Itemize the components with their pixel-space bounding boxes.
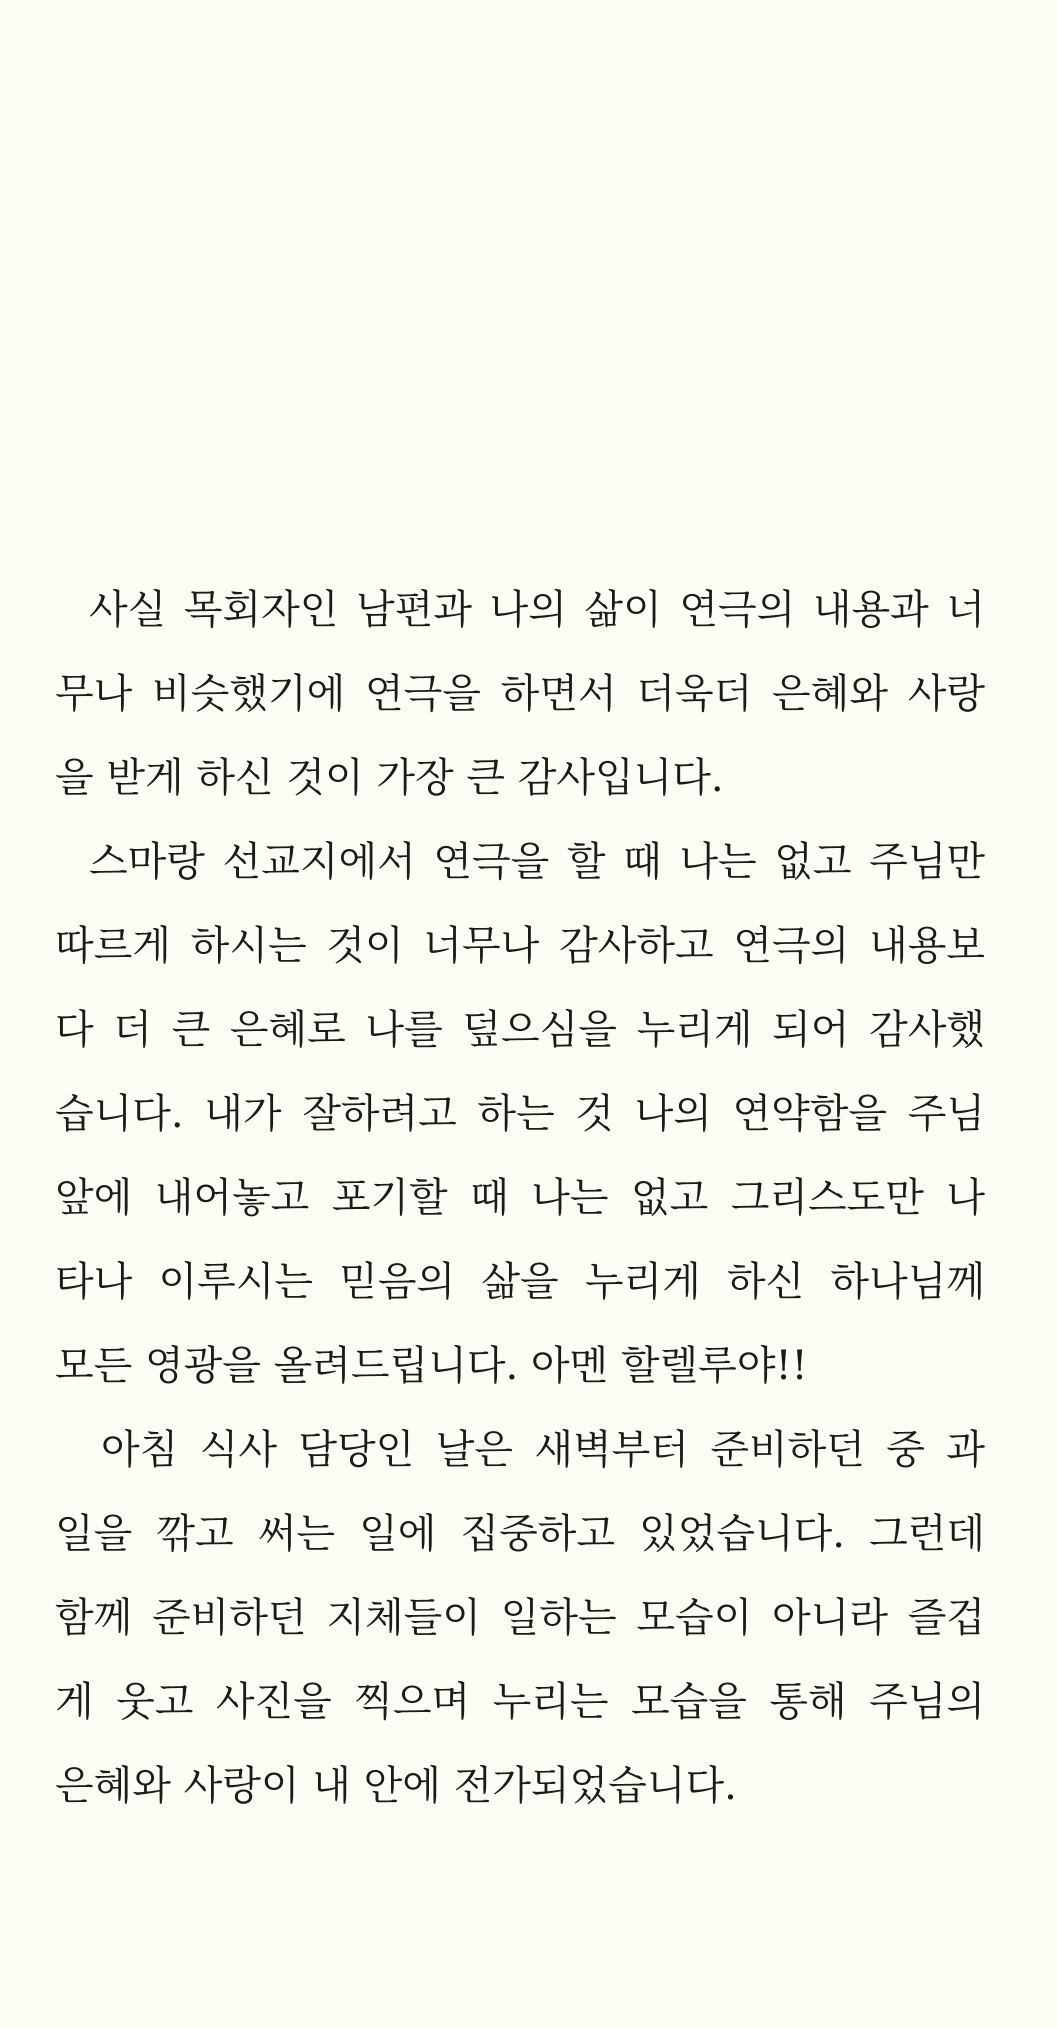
paragraph-2 [55,820,985,1408]
text-line: 모든 영광을 올려드립니다. 아멘 할렐루야!! [55,1343,808,1389]
text-line: 무나 비슷했기에 연극을 하면서 더욱더 은혜와 사랑 [55,671,985,717]
text-line: 타나 이루시는 믿음의 삶을 누리게 하신 하나님께 [55,1259,985,1305]
text-line: 다 더 큰 은혜로 나를 덮으심을 누리게 되어 감사했 [55,1007,985,1053]
text-line: 일을 깎고 써는 일에 집중하고 있었습니다. 그런데 [55,1511,985,1557]
paragraph-1 [55,568,985,820]
text-line: 아침 식사 담당인 날은 새벽부터 준비하던 중 과 [101,1427,985,1473]
text-line: 따르게 하시는 것이 너무나 감사하고 연극의 내용보 [55,923,985,969]
text-line: 앞에 내어놓고 포기할 때 나는 없고 그리스도만 나 [55,1175,985,1221]
text-line: 게 웃고 사진을 찍으며 누리는 모습을 통해 주님의 [55,1679,985,1725]
text-line: 함께 준비하던 지체들이 일하는 모습이 아니라 즐겁 [55,1595,985,1641]
text-line: 사실 목회자인 남편과 나의 삶이 연극의 내용과 너 [89,587,985,633]
text-line: 은혜와 사랑이 내 안에 전가되었습니다. [55,1763,737,1809]
paragraph-3 [55,1408,985,1828]
text-line: 스마랑 선교지에서 연극을 할 때 나는 없고 주님만 [89,839,985,885]
text-line: 습니다. 내가 잘하려고 하는 것 나의 연약함을 주님 [55,1091,985,1137]
text-line: 을 받게 하신 것이 가장 큰 감사입니다. [55,755,724,801]
body-text [55,568,985,1828]
